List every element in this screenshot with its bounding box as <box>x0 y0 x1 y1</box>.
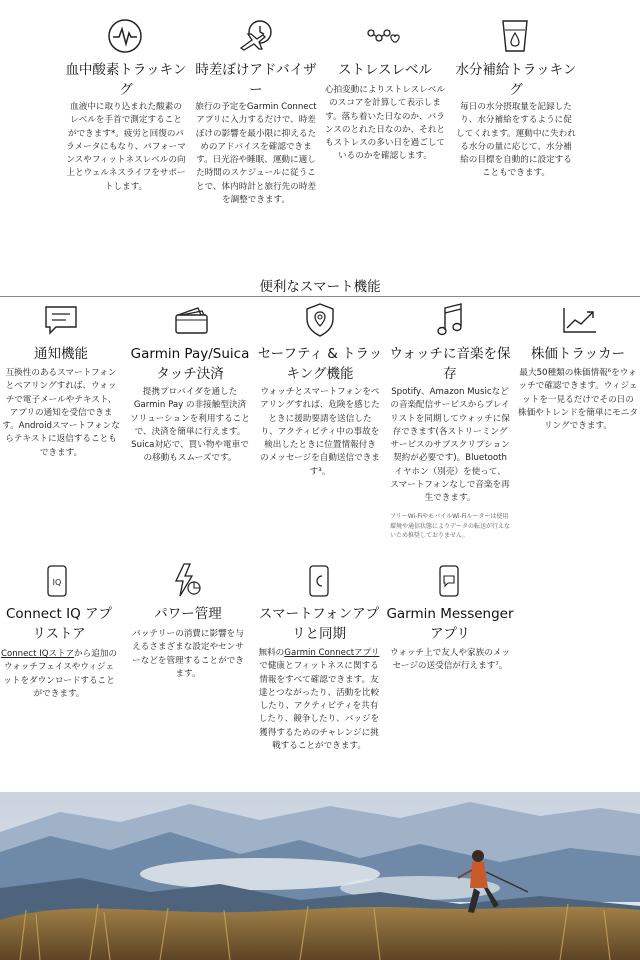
wallet-icon <box>174 305 210 335</box>
feature-title: ストレスレベル <box>337 62 433 78</box>
phone-sync-icon <box>308 564 330 598</box>
feature-desc: 提携プロバイダを通したGarmin Pay の非接触型決済ソリューションを利用することで、決済を簡単に行えます。Suica対応で、買い物や電車での移動もスムーズです。 <box>130 387 250 464</box>
feature-title: スマートフォンアプリと同期 <box>258 606 380 642</box>
feature-title: セーフティ & トラッキング機能 <box>257 346 383 382</box>
feature-title: 通知機能 <box>34 346 88 362</box>
stock-chart-icon <box>562 306 598 334</box>
feature-desc: 旅行の予定をGarmin Connectアプリに入力するだけで、時差ぼけの影響を最小限に抑えるためのアドバイスを確認できます。日光浴や睡眠、運動に適した時間のスケジュールに従うことで、体内時計と旅行先の時差を調整できます。 <box>195 102 317 206</box>
section-title: 便利なスマート機能 <box>259 279 381 295</box>
music-note-icon <box>436 302 464 338</box>
pulse-ox-icon <box>107 18 143 54</box>
feature-desc: 最大50種類の株価情報⁶をウォッチで確認できます。ウィジェットを一見るだけでその日の株価やトレンドを簡単にモニタリングできます。 <box>518 368 638 432</box>
hydration-icon <box>499 18 531 54</box>
feature-title: 時差ぼけアドバイザー <box>195 62 317 98</box>
messenger-icon <box>438 564 460 598</box>
feature-desc: 互換性のあるスマートフォンとペアリングすれば、ウォッチで電子メールやテキスト、アプリの通知を受信できます。Androidスマートフォンならテキストに返信することもできます。 <box>2 368 120 458</box>
feature-title: ウォッチに音楽を保存 <box>389 346 511 382</box>
garmin-connect-app-link[interactable]: Garmin Connectアプリ <box>284 648 380 658</box>
feature-desc: 心拍変動によりストレスレベルのスコアを計算して表示します。落ち着いた日なのか、バランスのとれた日なのか、それともストレスの多い日を過ごしているのかを確認します。 <box>324 85 446 162</box>
connect-iq-icon <box>46 564 68 598</box>
feature-desc-text: から追加のウォッチフェイスやウィジェットをダウンロードすることができます。 <box>3 649 118 699</box>
stress-level-icon <box>366 24 402 50</box>
feature-title: 水分補給トラッキング <box>455 62 577 98</box>
feature-desc-text: で健康とフィットネスに関する情報をすべて確認できます。友達とつながったり、活動を比較したり、アクティビティを共有したり、競争したり、バッジを獲得するためのチャレンジに挑戦することができます。 <box>258 661 380 752</box>
jet-lag-icon <box>238 18 274 54</box>
feature-note: フリーWi-FiやモバイルWi-Fiルーターは使用環境や通信状態によりデータの転送が行えないため推奨しておりません。 <box>390 513 511 539</box>
feature-desc: 血液中に取り込まれた酸素のレベルを手首で測定することができます*。疲労と回復のパラメータにもなり、パフォーマンスやフィットネスレベルの向上とウェルネスライフをサポートします。 <box>66 102 186 192</box>
svg-text:IQ: IQ <box>52 578 62 587</box>
feature-desc <box>0 648 118 701</box>
power-manager-icon <box>172 562 202 598</box>
feature-title: 血中酸素トラッキング <box>65 62 187 98</box>
feature-desc: 毎日の水分摂取量を記録したり、水分補給をするように促してくれます。運動中に失われる水分の量に応じて、水分補給の目標を自動的に設定することもできます。 <box>456 102 576 179</box>
feature-title: Garmin Pay/Suica タッチ決済 <box>130 346 250 382</box>
feature-title: 株価トラッカー <box>530 346 626 362</box>
feature-desc: ウォッチ上で友人や家族のメッセージの送受信が行えます⁷。 <box>390 648 510 672</box>
feature-title: Connect IQ アプリストア <box>5 606 112 642</box>
runner-on-mountain-ridge-photo <box>0 792 640 960</box>
connect-iq-store-link[interactable]: Connect IQストア <box>0 649 75 659</box>
safety-shield-icon <box>304 302 336 338</box>
feature-desc-pre: 無料の <box>258 648 285 658</box>
feature-title: パワー管理 <box>154 606 222 622</box>
feature-desc <box>258 647 380 753</box>
notification-icon <box>44 305 78 335</box>
feature-desc: ウォッチとスマートフォンをペアリングすれば、危険を感じたときに援助要請を送信したり、アクティビティ中の事故を検出したときに位置情報付きのメッセージを自動送信できます³。 <box>260 387 380 477</box>
feature-title: Garmin Messenger アプリ <box>386 606 514 642</box>
feature-desc: Spotify、Amazon Musicなどの音楽配信サービスからプレイリストを同期してウォッチに保存できます(各ストリーミングサービスのサブスクリプション契約が必要です)。Bluetoothイヤホン（別売）を使って、スマートフォンなしで音楽を再生できます。 <box>390 387 510 504</box>
section-divider <box>0 296 640 297</box>
feature-desc: バッテリーの消費に影響を与えるさまざまな設定やセンサーなどを管理することができます。 <box>132 629 244 679</box>
